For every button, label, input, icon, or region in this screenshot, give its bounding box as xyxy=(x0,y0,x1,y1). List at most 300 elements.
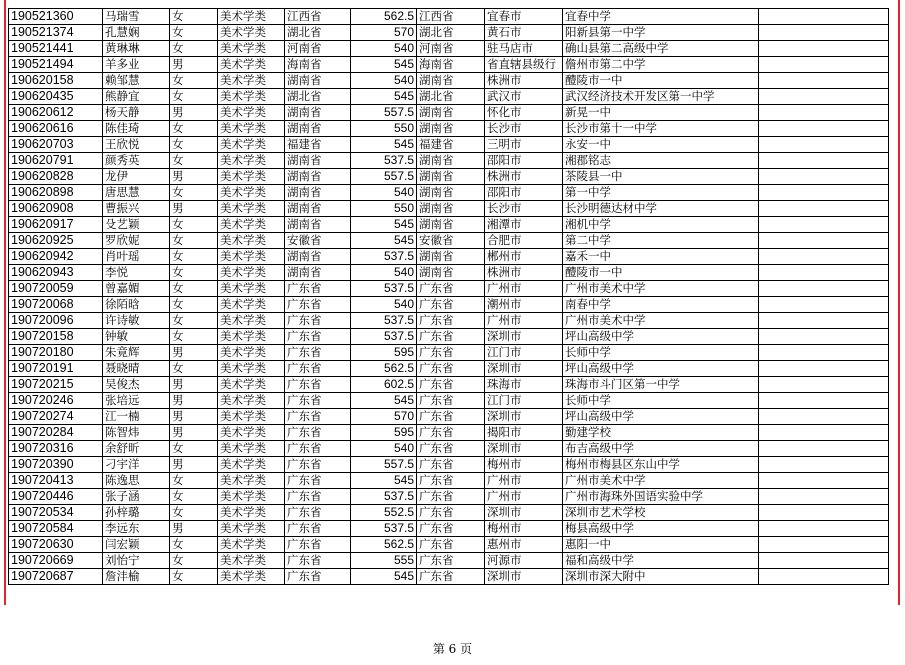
cell-score: 545 xyxy=(351,89,417,105)
cell-student-id: 190620616 xyxy=(9,121,103,137)
cell-empty xyxy=(759,41,889,57)
cell-empty xyxy=(759,409,889,425)
table-row xyxy=(9,121,889,137)
cell-school-name: 长沙市第十一中学 xyxy=(563,121,759,137)
cell-empty xyxy=(759,57,889,73)
table-row xyxy=(9,489,889,505)
cell-student-id: 190620158 xyxy=(9,73,103,89)
cell-gender: 女 xyxy=(170,489,218,505)
table-row xyxy=(9,425,889,441)
cell-school-name: 深圳市艺术学校 xyxy=(563,505,759,521)
cell-empty xyxy=(759,25,889,41)
cell-gender: 女 xyxy=(170,153,218,169)
cell-student-id: 190620898 xyxy=(9,185,103,201)
cell-city: 三明市 xyxy=(485,137,563,153)
cell-student-id: 190720158 xyxy=(9,329,103,345)
cell-school-name: 长师中学 xyxy=(563,345,759,361)
cell-score: 537.5 xyxy=(351,313,417,329)
cell-source-province: 福建省 xyxy=(285,137,351,153)
cell-source-province: 广东省 xyxy=(285,505,351,521)
cell-school-name: 福和高级中学 xyxy=(563,553,759,569)
cell-major-category: 美术学类 xyxy=(218,25,285,41)
cell-major-category: 美术学类 xyxy=(218,553,285,569)
cell-empty xyxy=(759,233,889,249)
cell-student-name: 唐思慧 xyxy=(103,185,170,201)
cell-source-province: 湖北省 xyxy=(285,25,351,41)
cell-student-name: 羊多业 xyxy=(103,57,170,73)
cell-student-id: 190720059 xyxy=(9,281,103,297)
cell-student-name: 颜秀英 xyxy=(103,153,170,169)
cell-gender: 女 xyxy=(170,233,218,249)
cell-source-province: 湖南省 xyxy=(285,153,351,169)
cell-major-category: 美术学类 xyxy=(218,137,285,153)
cell-student-name: 闫宏颖 xyxy=(103,537,170,553)
cell-city: 江门市 xyxy=(485,345,563,361)
cell-student-id: 190620828 xyxy=(9,169,103,185)
cell-student-name: 刁宇洋 xyxy=(103,457,170,473)
cell-student-id: 190720584 xyxy=(9,521,103,537)
cell-source-province: 广东省 xyxy=(285,457,351,473)
cell-source-province: 广东省 xyxy=(285,537,351,553)
cell-city: 宜春市 xyxy=(485,9,563,25)
cell-score: 545 xyxy=(351,217,417,233)
cell-score: 537.5 xyxy=(351,249,417,265)
table-row xyxy=(9,345,889,361)
cell-source-province: 河南省 xyxy=(285,41,351,57)
cell-city: 株洲市 xyxy=(485,265,563,281)
cell-score: 545 xyxy=(351,137,417,153)
cell-city: 揭阳市 xyxy=(485,425,563,441)
cell-empty xyxy=(759,137,889,153)
cell-source-province: 安徽省 xyxy=(285,233,351,249)
page-number: 第 6 页 xyxy=(432,642,473,656)
cell-source-province: 湖南省 xyxy=(285,121,351,137)
cell-school-name: 广州市美术中学 xyxy=(563,281,759,297)
cell-major-category: 美术学类 xyxy=(218,473,285,489)
table-row xyxy=(9,361,889,377)
cell-school-province: 广东省 xyxy=(417,441,485,457)
cell-source-province: 广东省 xyxy=(285,425,351,441)
cell-school-province: 湖南省 xyxy=(417,265,485,281)
cell-major-category: 美术学类 xyxy=(218,281,285,297)
cell-school-province: 广东省 xyxy=(417,505,485,521)
cell-city: 怀化市 xyxy=(485,105,563,121)
cell-student-id: 190720191 xyxy=(9,361,103,377)
cell-source-province: 广东省 xyxy=(285,409,351,425)
cell-student-name: 孔慧娴 xyxy=(103,25,170,41)
cell-score: 540 xyxy=(351,297,417,313)
cell-student-name: 肖叶瑶 xyxy=(103,249,170,265)
cell-empty xyxy=(759,249,889,265)
table-row xyxy=(9,521,889,537)
cell-school-name: 深圳市深大附中 xyxy=(563,569,759,585)
cell-school-name: 梅州市梅县区东山中学 xyxy=(563,457,759,473)
table-row xyxy=(9,393,889,409)
cell-school-province: 广东省 xyxy=(417,521,485,537)
cell-city: 深圳市 xyxy=(485,361,563,377)
cell-city: 潮州市 xyxy=(485,297,563,313)
cell-student-id: 190720630 xyxy=(9,537,103,553)
cell-school-name: 湘郡铭志 xyxy=(563,153,759,169)
cell-major-category: 美术学类 xyxy=(218,361,285,377)
cell-source-province: 广东省 xyxy=(285,313,351,329)
cell-source-province: 广东省 xyxy=(285,441,351,457)
cell-school-province: 广东省 xyxy=(417,313,485,329)
cell-empty xyxy=(759,9,889,25)
cell-school-province: 广东省 xyxy=(417,409,485,425)
cell-student-name: 张培远 xyxy=(103,393,170,409)
cell-school-province: 广东省 xyxy=(417,297,485,313)
cell-city: 惠州市 xyxy=(485,537,563,553)
cell-score: 545 xyxy=(351,393,417,409)
cell-gender: 男 xyxy=(170,425,218,441)
cell-city: 广州市 xyxy=(485,313,563,329)
cell-major-category: 美术学类 xyxy=(218,121,285,137)
cell-school-province: 湖北省 xyxy=(417,89,485,105)
cell-city: 湘潭市 xyxy=(485,217,563,233)
cell-gender: 女 xyxy=(170,297,218,313)
cell-student-name: 张子涵 xyxy=(103,489,170,505)
cell-school-province: 广东省 xyxy=(417,457,485,473)
cell-score: 540 xyxy=(351,441,417,457)
cell-source-province: 广东省 xyxy=(285,377,351,393)
cell-city: 梅州市 xyxy=(485,521,563,537)
cell-student-name: 余舒昕 xyxy=(103,441,170,457)
cell-city: 广州市 xyxy=(485,473,563,489)
cell-student-name: 陈逸思 xyxy=(103,473,170,489)
cell-empty xyxy=(759,377,889,393)
cell-empty xyxy=(759,457,889,473)
cell-empty xyxy=(759,185,889,201)
cell-empty xyxy=(759,425,889,441)
cell-empty xyxy=(759,569,889,585)
cell-score: 540 xyxy=(351,265,417,281)
cell-school-name: 坪山高级中学 xyxy=(563,409,759,425)
cell-student-name: 孙梓璐 xyxy=(103,505,170,521)
cell-empty xyxy=(759,393,889,409)
table-row xyxy=(9,9,889,25)
cell-empty xyxy=(759,73,889,89)
cell-school-name: 坪山高级中学 xyxy=(563,329,759,345)
cell-school-name: 珠海市斗门区第一中学 xyxy=(563,377,759,393)
cell-source-province: 广东省 xyxy=(285,281,351,297)
cell-school-name: 第二中学 xyxy=(563,233,759,249)
table-row xyxy=(9,297,889,313)
cell-student-id: 190720390 xyxy=(9,457,103,473)
table-row xyxy=(9,329,889,345)
cell-gender: 男 xyxy=(170,345,218,361)
cell-school-province: 湖南省 xyxy=(417,201,485,217)
cell-empty xyxy=(759,153,889,169)
cell-source-province: 广东省 xyxy=(285,473,351,489)
cell-major-category: 美术学类 xyxy=(218,185,285,201)
cell-student-name: 刘怡宁 xyxy=(103,553,170,569)
cell-student-id: 190720687 xyxy=(9,569,103,585)
cell-major-category: 美术学类 xyxy=(218,313,285,329)
table-row xyxy=(9,73,889,89)
cell-school-province: 湖南省 xyxy=(417,105,485,121)
cell-major-category: 美术学类 xyxy=(218,441,285,457)
cell-school-name: 坪山高级中学 xyxy=(563,361,759,377)
table-row xyxy=(9,185,889,201)
cell-school-province: 广东省 xyxy=(417,345,485,361)
cell-student-name: 陈智炜 xyxy=(103,425,170,441)
cell-school-province: 湖南省 xyxy=(417,217,485,233)
cell-score: 595 xyxy=(351,345,417,361)
table-row xyxy=(9,201,889,217)
roster-rows xyxy=(9,9,889,585)
cell-school-province: 广东省 xyxy=(417,537,485,553)
cell-student-id: 190620942 xyxy=(9,249,103,265)
cell-major-category: 美术学类 xyxy=(218,345,285,361)
table-row xyxy=(9,377,889,393)
cell-city: 珠海市 xyxy=(485,377,563,393)
table-row xyxy=(9,505,889,521)
cell-source-province: 海南省 xyxy=(285,57,351,73)
cell-school-name: 长沙明德达材中学 xyxy=(563,201,759,217)
cell-student-id: 190521360 xyxy=(9,9,103,25)
cell-major-category: 美术学类 xyxy=(218,265,285,281)
cell-school-name: 确山县第二高级中学 xyxy=(563,41,759,57)
cell-city: 广州市 xyxy=(485,281,563,297)
table-row xyxy=(9,553,889,569)
cell-score: 550 xyxy=(351,201,417,217)
cell-empty xyxy=(759,169,889,185)
cell-gender: 女 xyxy=(170,281,218,297)
cell-city: 株洲市 xyxy=(485,169,563,185)
cell-source-province: 湖南省 xyxy=(285,105,351,121)
cell-score: 545 xyxy=(351,473,417,489)
cell-major-category: 美术学类 xyxy=(218,233,285,249)
cell-major-category: 美术学类 xyxy=(218,41,285,57)
cell-student-name: 李远东 xyxy=(103,521,170,537)
cell-source-province: 广东省 xyxy=(285,569,351,585)
cell-school-name: 武汉经济技术开发区第一中学 xyxy=(563,89,759,105)
cell-major-category: 美术学类 xyxy=(218,217,285,233)
cell-gender: 女 xyxy=(170,9,218,25)
cell-gender: 女 xyxy=(170,553,218,569)
cell-score: 570 xyxy=(351,25,417,41)
cell-school-province: 广东省 xyxy=(417,473,485,489)
cell-school-name: 布吉高级中学 xyxy=(563,441,759,457)
table-row xyxy=(9,569,889,585)
cell-empty xyxy=(759,441,889,457)
cell-score: 545 xyxy=(351,233,417,249)
cell-student-id: 190720215 xyxy=(9,377,103,393)
cell-city: 江门市 xyxy=(485,393,563,409)
cell-student-id: 190620791 xyxy=(9,153,103,169)
cell-score: 557.5 xyxy=(351,105,417,121)
cell-school-province: 广东省 xyxy=(417,361,485,377)
table-row xyxy=(9,249,889,265)
cell-school-province: 湖南省 xyxy=(417,153,485,169)
cell-school-province: 湖南省 xyxy=(417,169,485,185)
cell-score: 537.5 xyxy=(351,521,417,537)
cell-city: 驻马店市 xyxy=(485,41,563,57)
cell-score: 537.5 xyxy=(351,489,417,505)
cell-student-name: 曹振兴 xyxy=(103,201,170,217)
cell-city: 邵阳市 xyxy=(485,153,563,169)
cell-major-category: 美术学类 xyxy=(218,73,285,89)
cell-major-category: 美术学类 xyxy=(218,569,285,585)
cell-student-id: 190720068 xyxy=(9,297,103,313)
cell-major-category: 美术学类 xyxy=(218,489,285,505)
cell-major-category: 美术学类 xyxy=(218,457,285,473)
cell-score: 540 xyxy=(351,41,417,57)
cell-empty xyxy=(759,217,889,233)
cell-school-name: 醴陵市一中 xyxy=(563,265,759,281)
cell-school-name: 广州市美术中学 xyxy=(563,313,759,329)
cell-school-province: 广东省 xyxy=(417,393,485,409)
cell-school-province: 江西省 xyxy=(417,9,485,25)
cell-empty xyxy=(759,121,889,137)
cell-city: 深圳市 xyxy=(485,569,563,585)
cell-school-province: 湖北省 xyxy=(417,25,485,41)
cell-gender: 女 xyxy=(170,361,218,377)
cell-source-province: 广东省 xyxy=(285,329,351,345)
cell-student-name: 江一楠 xyxy=(103,409,170,425)
cell-gender: 男 xyxy=(170,393,218,409)
cell-score: 557.5 xyxy=(351,457,417,473)
cell-empty xyxy=(759,201,889,217)
cell-school-name: 醴陵市一中 xyxy=(563,73,759,89)
table-row xyxy=(9,537,889,553)
table-row xyxy=(9,41,889,57)
cell-gender: 女 xyxy=(170,249,218,265)
cell-school-province: 广东省 xyxy=(417,569,485,585)
cell-city: 河源市 xyxy=(485,553,563,569)
cell-major-category: 美术学类 xyxy=(218,105,285,121)
cell-city: 深圳市 xyxy=(485,409,563,425)
cell-score: 557.5 xyxy=(351,169,417,185)
cell-student-id: 190620703 xyxy=(9,137,103,153)
cell-gender: 女 xyxy=(170,473,218,489)
cell-student-name: 吴俊杰 xyxy=(103,377,170,393)
cell-gender: 男 xyxy=(170,521,218,537)
cell-school-province: 湖南省 xyxy=(417,249,485,265)
cell-school-name: 梅县高级中学 xyxy=(563,521,759,537)
cell-major-category: 美术学类 xyxy=(218,153,285,169)
cell-gender: 女 xyxy=(170,569,218,585)
cell-city: 株洲市 xyxy=(485,73,563,89)
cell-student-name: 朱竟辉 xyxy=(103,345,170,361)
cell-student-name: 马瑞雪 xyxy=(103,9,170,25)
cell-score: 550 xyxy=(351,121,417,137)
cell-school-name: 嘉禾一中 xyxy=(563,249,759,265)
table-row xyxy=(9,153,889,169)
cell-source-province: 广东省 xyxy=(285,345,351,361)
cell-source-province: 湖南省 xyxy=(285,201,351,217)
table-row xyxy=(9,89,889,105)
cell-score: 537.5 xyxy=(351,329,417,345)
cell-source-province: 广东省 xyxy=(285,553,351,569)
cell-source-province: 湖南省 xyxy=(285,217,351,233)
cell-school-province: 海南省 xyxy=(417,57,485,73)
cell-major-category: 美术学类 xyxy=(218,297,285,313)
cell-school-province: 福建省 xyxy=(417,137,485,153)
cell-student-name: 王欣悦 xyxy=(103,137,170,153)
cell-city: 邵阳市 xyxy=(485,185,563,201)
cell-source-province: 广东省 xyxy=(285,297,351,313)
cell-student-id: 190521494 xyxy=(9,57,103,73)
cell-major-category: 美术学类 xyxy=(218,521,285,537)
cell-city: 深圳市 xyxy=(485,441,563,457)
cell-city: 深圳市 xyxy=(485,505,563,521)
cell-student-id: 190620943 xyxy=(9,265,103,281)
cell-source-province: 广东省 xyxy=(285,489,351,505)
cell-student-id: 190720284 xyxy=(9,425,103,441)
cell-score: 540 xyxy=(351,73,417,89)
cell-empty xyxy=(759,281,889,297)
cell-school-province: 广东省 xyxy=(417,281,485,297)
cell-school-name: 茶陵县一中 xyxy=(563,169,759,185)
cell-empty xyxy=(759,329,889,345)
cell-empty xyxy=(759,313,889,329)
cell-city: 长沙市 xyxy=(485,121,563,137)
cell-school-name: 勤建学校 xyxy=(563,425,759,441)
cell-source-province: 广东省 xyxy=(285,361,351,377)
cell-empty xyxy=(759,521,889,537)
cell-major-category: 美术学类 xyxy=(218,393,285,409)
cell-student-name: 许诗敏 xyxy=(103,313,170,329)
page-edge-left xyxy=(4,0,6,605)
table-row xyxy=(9,441,889,457)
table-row xyxy=(9,265,889,281)
cell-student-name: 曾嘉媚 xyxy=(103,281,170,297)
cell-score: 562.5 xyxy=(351,537,417,553)
cell-student-id: 190620435 xyxy=(9,89,103,105)
cell-gender: 女 xyxy=(170,313,218,329)
roster-table xyxy=(8,8,889,585)
cell-empty xyxy=(759,537,889,553)
cell-school-province: 湖南省 xyxy=(417,185,485,201)
cell-gender: 男 xyxy=(170,457,218,473)
cell-score: 555 xyxy=(351,553,417,569)
table-row xyxy=(9,25,889,41)
cell-source-province: 湖南省 xyxy=(285,73,351,89)
cell-student-name: 龙伊 xyxy=(103,169,170,185)
cell-empty xyxy=(759,345,889,361)
cell-school-name: 宜春中学 xyxy=(563,9,759,25)
cell-gender: 女 xyxy=(170,185,218,201)
cell-major-category: 美术学类 xyxy=(218,329,285,345)
cell-school-name: 湘机中学 xyxy=(563,217,759,233)
cell-source-province: 江西省 xyxy=(285,9,351,25)
cell-student-id: 190620612 xyxy=(9,105,103,121)
cell-city: 深圳市 xyxy=(485,329,563,345)
cell-student-name: 殳艺颖 xyxy=(103,217,170,233)
cell-score: 562.5 xyxy=(351,361,417,377)
cell-empty xyxy=(759,553,889,569)
cell-empty xyxy=(759,473,889,489)
cell-student-id: 190720246 xyxy=(9,393,103,409)
cell-score: 537.5 xyxy=(351,281,417,297)
cell-gender: 女 xyxy=(170,121,218,137)
cell-student-name: 詹沣榆 xyxy=(103,569,170,585)
cell-city: 长沙市 xyxy=(485,201,563,217)
cell-student-id: 190620908 xyxy=(9,201,103,217)
table-row xyxy=(9,57,889,73)
table-row xyxy=(9,313,889,329)
cell-gender: 女 xyxy=(170,89,218,105)
cell-source-province: 湖南省 xyxy=(285,265,351,281)
cell-school-name: 惠阳一中 xyxy=(563,537,759,553)
table-row xyxy=(9,457,889,473)
cell-student-name: 钟敏 xyxy=(103,329,170,345)
cell-school-name: 儋州市第二中学 xyxy=(563,57,759,73)
cell-source-province: 湖南省 xyxy=(285,249,351,265)
cell-empty xyxy=(759,265,889,281)
